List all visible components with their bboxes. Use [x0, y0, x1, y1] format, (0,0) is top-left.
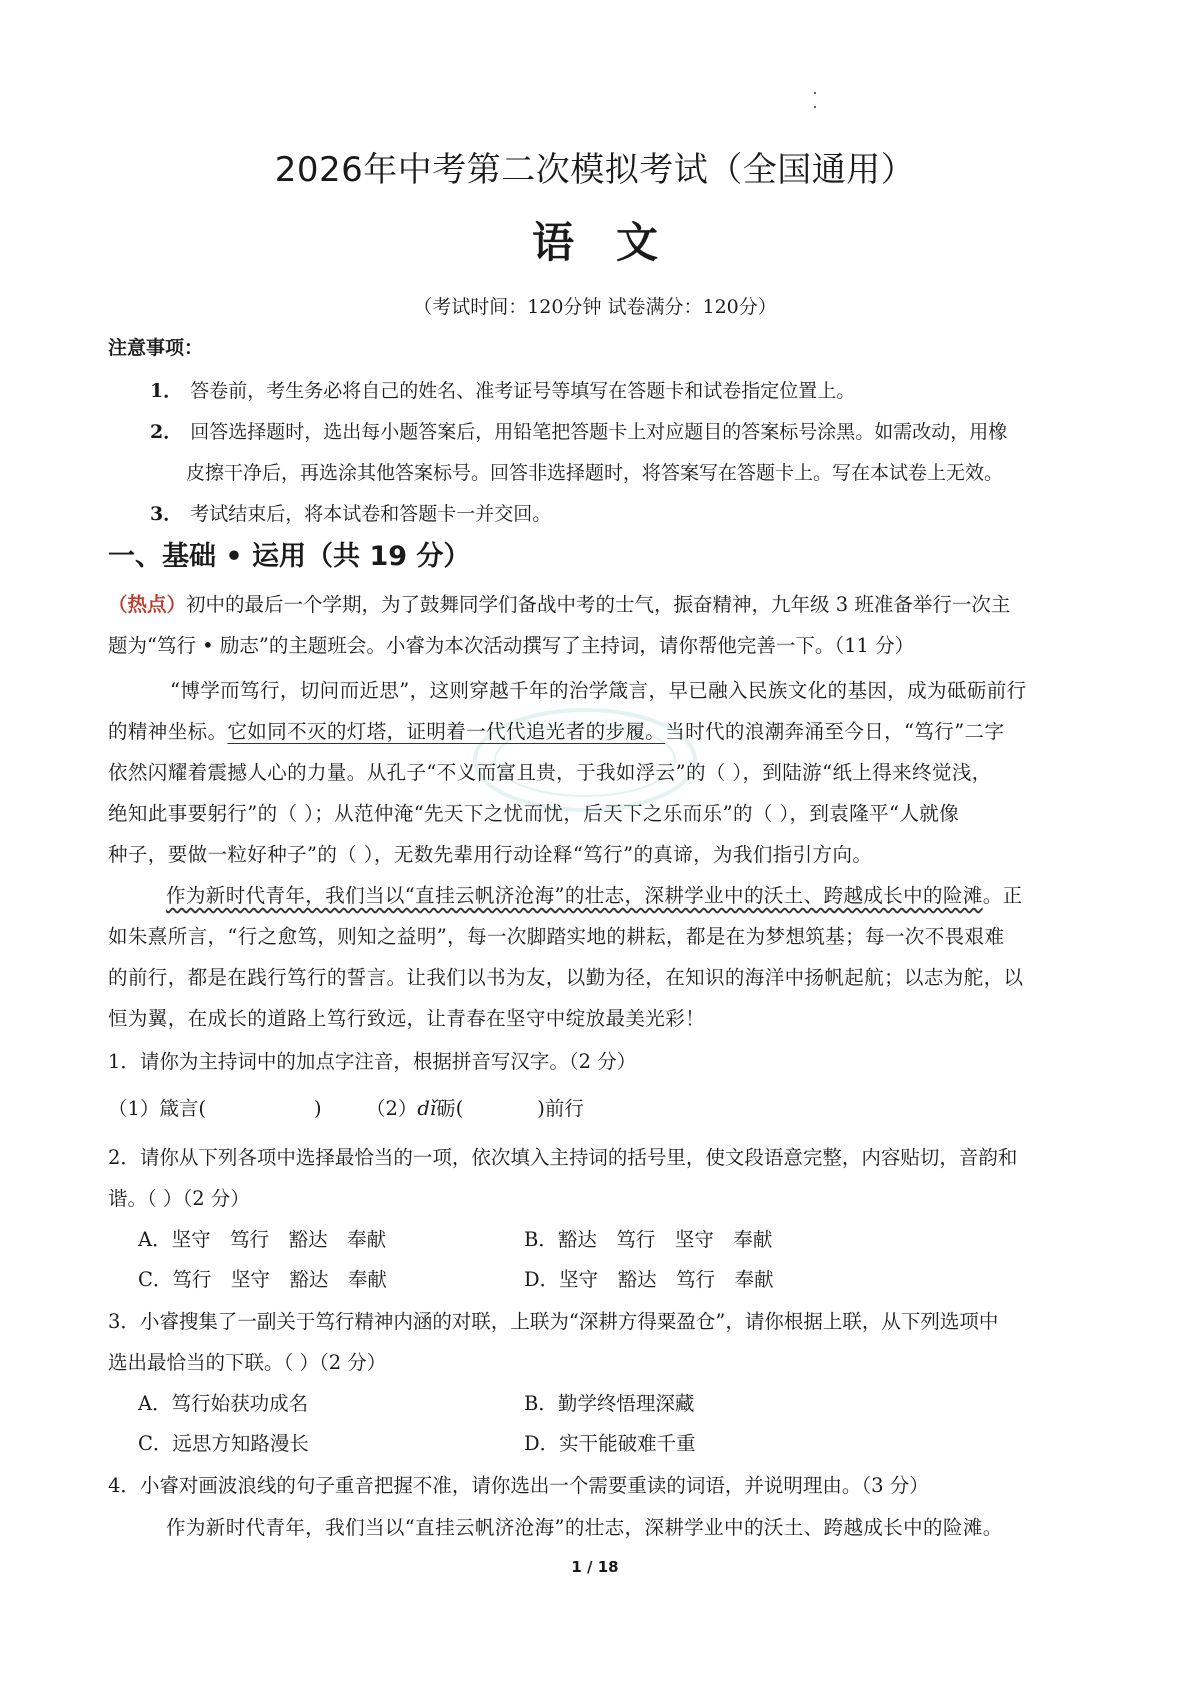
notice-item-2: [150, 417, 1007, 444]
section-title: 一、基础 • 运用（共 19 分）: [108, 541, 471, 572]
notice-num: 2．: [150, 421, 183, 443]
passage-line: 如朱熹所言，“行之愈笃，则知之益明”，每一次脚踏实地的耕耘，都是在为梦想筑基；每一次不畏艰难: [108, 925, 1005, 948]
option-d: D．实干能破难千重: [524, 1432, 696, 1455]
passage-line: “博学而笃行，切问而近思”，这则穿越千年的治学箴言，早已融入民族文化的基因，成为砥砺前行: [170, 679, 1027, 702]
q1-close: ): [314, 1097, 322, 1120]
underlined-sentence: 它如同不灭的灯塔，证明着一代代追光者的步履。: [227, 720, 666, 743]
passage-line: 种子，要做一粒好种子”的（ ），无数先辈用行动诠释“笃行”的真谛，为我们指引方向。: [108, 843, 873, 866]
option-a: A．坚守 笃行 豁达 奉献: [138, 1228, 387, 1251]
notice-item-3: [150, 499, 551, 526]
option-c: C．笃行 坚守 豁达 奉献: [138, 1268, 387, 1291]
option-a: A．笃行始获功成名: [138, 1392, 309, 1415]
question-3-stem: 3．小睿搜集了一副关于笃行精神内涵的对联，上联为“深耕方得粟盈仓”，请你根据上联，从下列选项中: [108, 1310, 999, 1333]
question-4-sentence: 作为新时代青年，我们当以“直挂云帆济沧海”的壮志，深耕学业中的沃土、跨越成长中的险滩。: [166, 1516, 1003, 1539]
question-1-part-1: [108, 1093, 322, 1121]
page-number: 1 / 18: [571, 1558, 619, 1576]
question-1-stem: 1．请你为主持词中的加点字注音，根据拼音写汉字。（2 分）: [108, 1050, 637, 1073]
notice-item-1: [150, 376, 855, 403]
notice-text: 答卷前，考生务必将自己的姓名、准考证号等填写在答题卡和试卷指定位置上。: [190, 380, 856, 402]
exam-title: 2026年中考第二次模拟考试（全国通用）: [274, 150, 916, 190]
notice-num: 3．: [150, 503, 183, 525]
notice-text: 回答选择题时，选出每小题答案后，用铅笔把答题卡上对应题目的答案标号涂黑。如需改动，用橡: [190, 421, 1008, 443]
q1-label: 砺(: [436, 1097, 464, 1120]
option-b: B．勤学终悟理深藏: [524, 1392, 695, 1415]
passage-line: 的前行，都是在践行笃行的誓言。让我们以书为友，以勤为径，在知识的海洋中扬帆起航；以志为舵，以: [108, 966, 1024, 989]
option-d: D．坚守 豁达 笃行 奉献: [524, 1268, 774, 1291]
option-b: B．豁达 笃行 坚守 奉献: [524, 1228, 773, 1251]
passage-line: 恒为翼，在成长的道路上笃行致远，让青春在坚守中绽放最美光彩！: [108, 1007, 706, 1030]
notice-heading: 注意事项：: [108, 337, 204, 359]
passage-text: 的精神坐标。: [108, 720, 228, 743]
intro-line-1: [108, 589, 1010, 617]
exam-info: （考试时间：120分钟 试卷满分：120分）: [413, 296, 777, 318]
question-2-stem-cont: 谐。（ ）（2 分）: [108, 1187, 250, 1210]
passage-text: 当时代的浪潮奔涌至今日，“笃行”二字: [665, 720, 1005, 743]
passage-text: 。正: [982, 884, 1023, 907]
notice-num: 1．: [150, 380, 183, 402]
passage-line: [108, 716, 1004, 744]
intro-text: 初中的最后一个学期，为了鼓舞同学们备战中考的士气，振奋精神，九年级 3 班准备举行一次主: [186, 593, 1011, 616]
question-1-part-2: [366, 1093, 584, 1121]
option-c: C．远思方知路漫长: [138, 1432, 309, 1455]
passage-line: 依然闪耀着震撼人心的力量。从孔子“不义而富且贵，于我如浮云”的（ ），到陆游“纸上得来终觉浅，: [108, 761, 992, 784]
q1-close: )前行: [537, 1097, 584, 1120]
question-4-stem: 4．小睿对画波浪线的句子重音把握不准，请你选出一个需要重读的词语，并说明理由。（3 分）: [108, 1474, 929, 1497]
notice-item-2-cont: 皮擦干净后，再选涂其他答案标号。回答非选择题时，将答案写在答题卡上。写在本试卷上无效。: [186, 462, 1004, 484]
intro-line-2: 题为“笃行 • 励志”的主题班会。小睿为本次活动撰写了主持词，请你帮他完善一下。（11 分）: [108, 634, 915, 657]
question-3-stem-cont: 选出最恰当的下联。（ ）（2 分）: [108, 1351, 387, 1374]
scan-marks: [814, 92, 818, 132]
subject-title: 语文: [531, 218, 700, 267]
q1-label: （2）: [366, 1097, 418, 1120]
pinyin: dǐ: [417, 1097, 437, 1120]
q1-label: （1）箴言(: [108, 1097, 207, 1120]
wavy-sentence: 作为新时代青年，我们当以“直挂云帆济沧海”的壮志，深耕学业中的沃土、跨越成长中的险滩: [166, 884, 983, 907]
question-2-stem: 2．请你从下列各项中选择最恰当的一项，依次填入主持词的括号里，使文段语意完整，内容贴切，音韵和: [108, 1146, 1018, 1169]
notice-text: 考试结束后，将本试卷和答题卡一并交回。: [190, 503, 552, 525]
hot-tag: （热点）: [108, 593, 187, 616]
passage-line: 绝知此事要躬行”的（ ）；从范仲淹“先天下之忧而忧，后天下之乐而乐”的（ ），到袁隆平“人就像: [108, 802, 960, 825]
passage-line: [166, 880, 1023, 908]
